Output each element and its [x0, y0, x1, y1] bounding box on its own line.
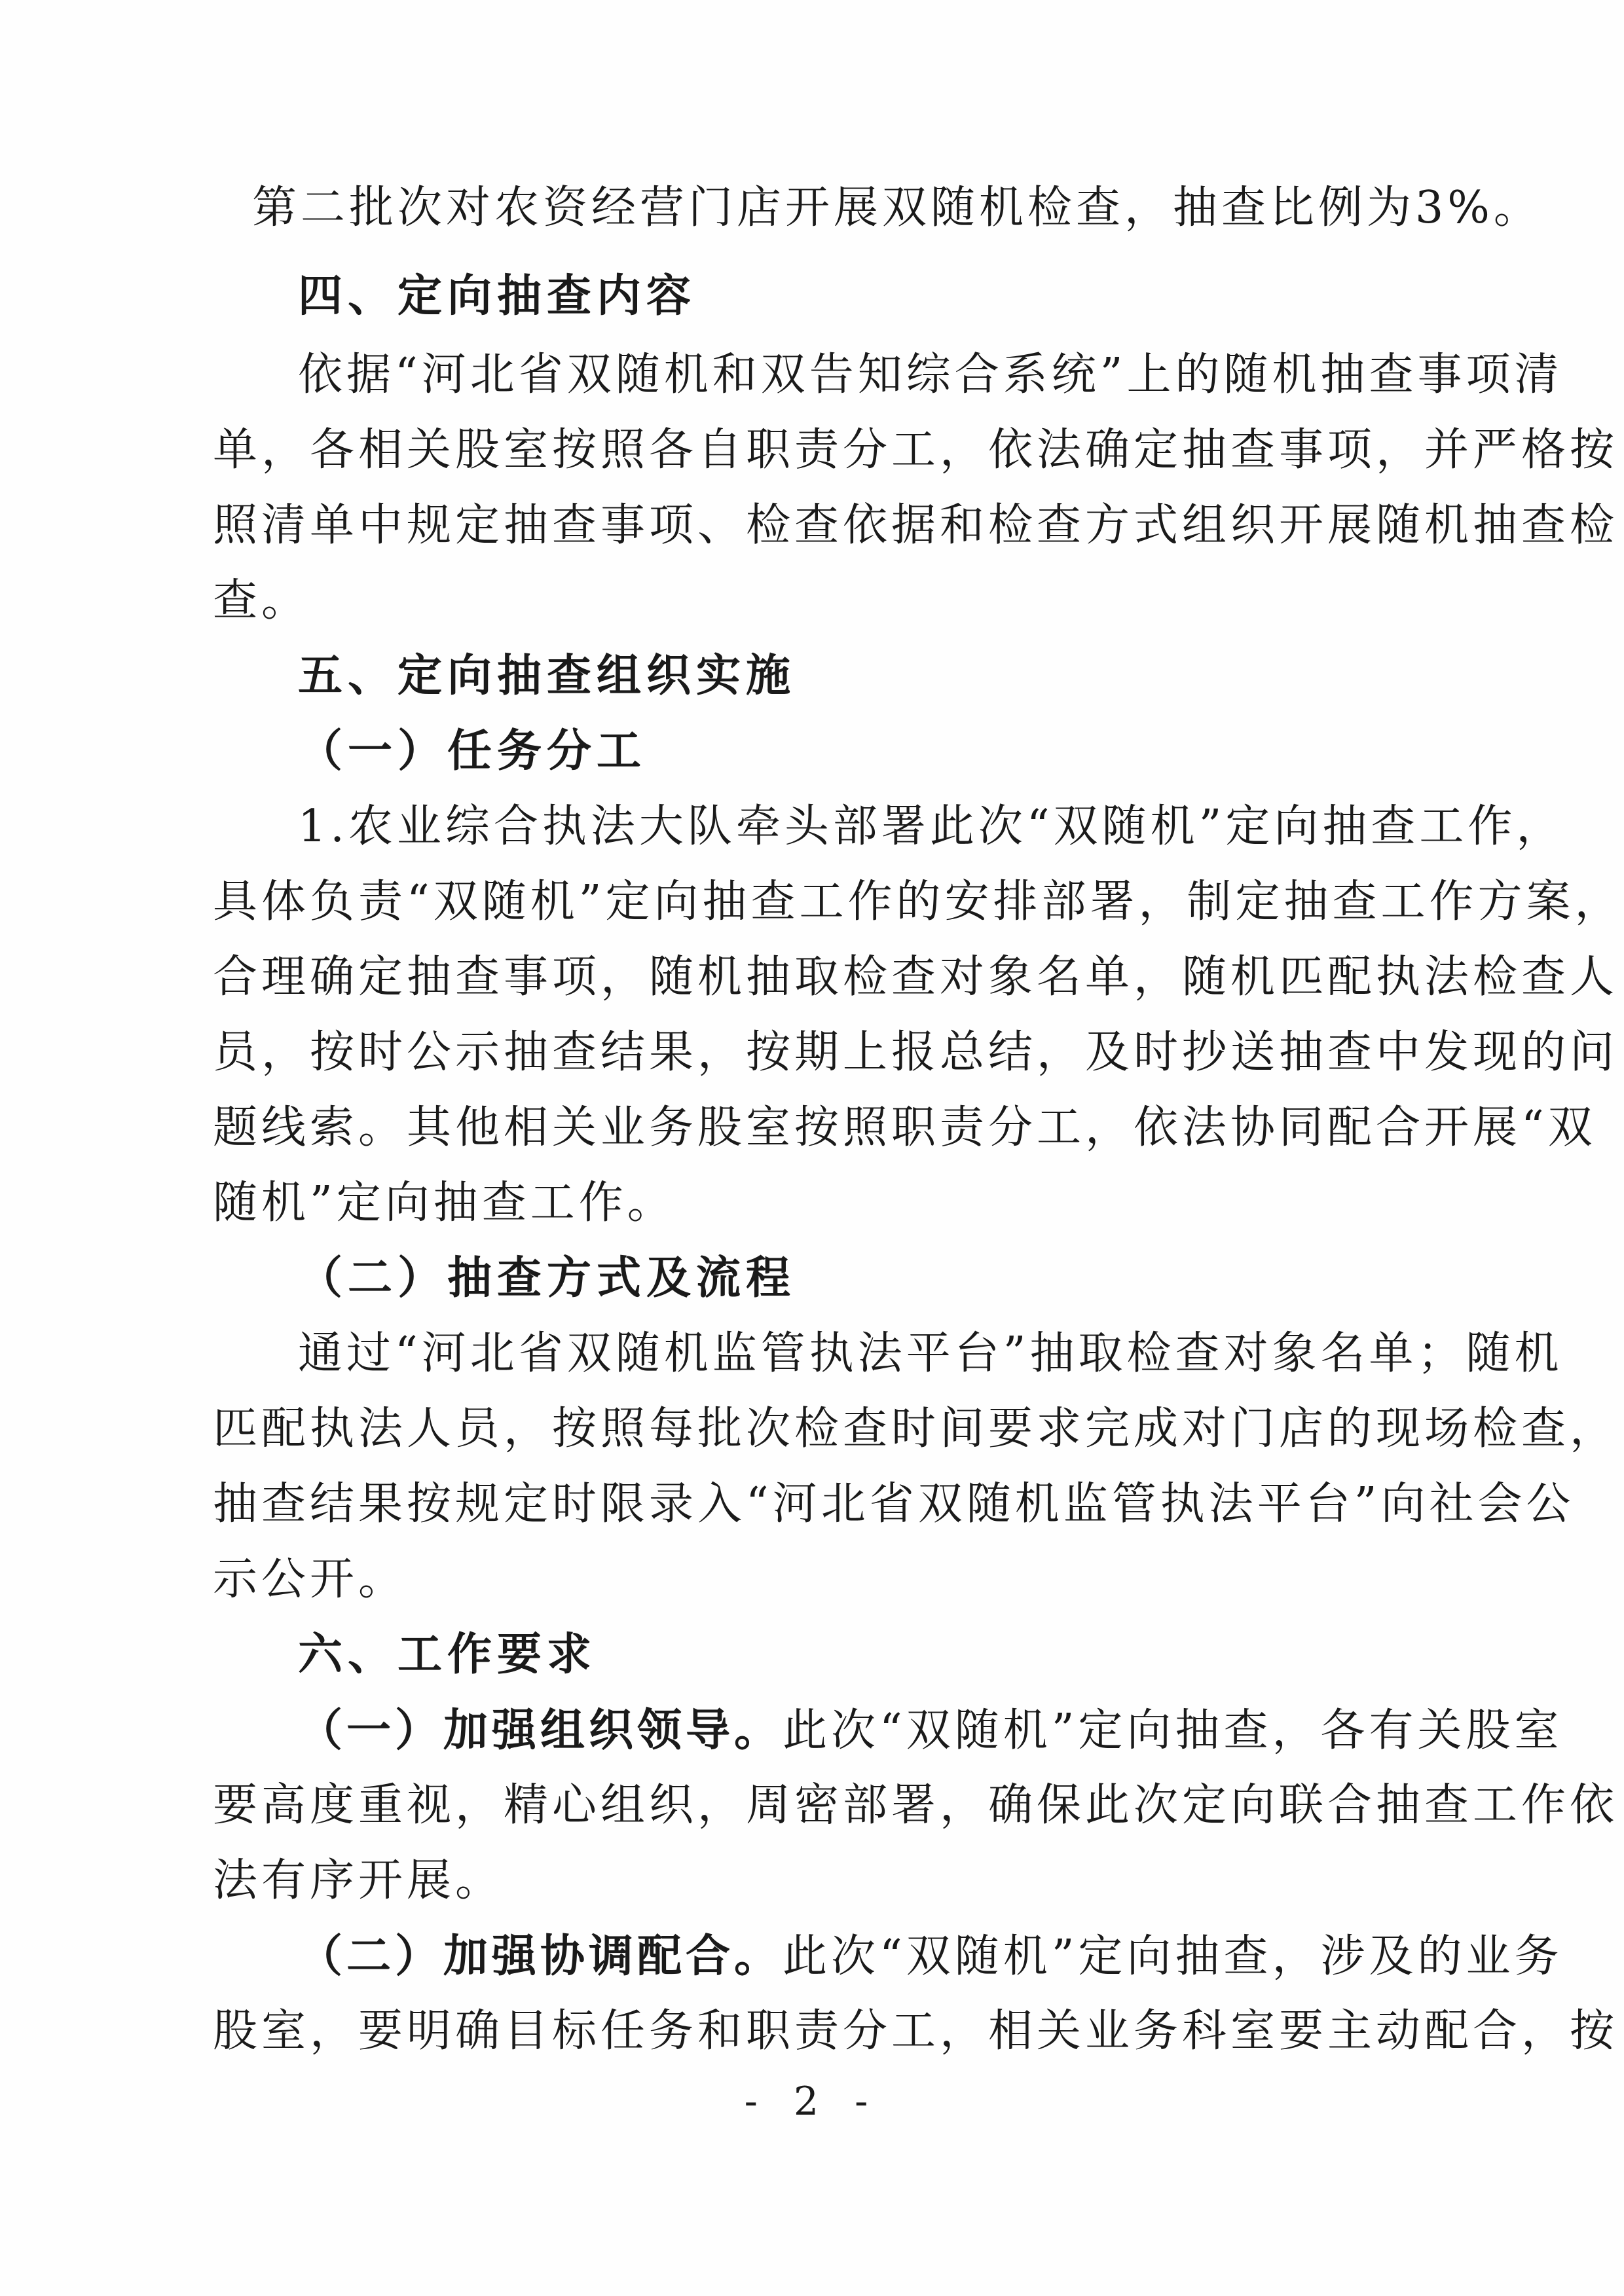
paragraph-line: 查。	[213, 575, 310, 627]
paragraph-line: 1.农业综合执法大队牵头部署此次“双随机”定向抽查工作，	[298, 801, 1565, 852]
paragraph-line-with-lead	[298, 1925, 1624, 1988]
paragraph-line: 单，各相关股室按照各自职责分工，依法确定抽查事项，并严格按	[213, 424, 1619, 476]
paragraph-line: 员，按时公示抽查结果，按期上报总结，及时抄送抽查中发现的问	[213, 1027, 1619, 1078]
lead-heading-organization: （一）加强组织领导。	[298, 1704, 783, 1757]
paragraph-line: 抽查结果按规定时限录入“河北省双随机监管执法平台”向社会公	[213, 1478, 1575, 1530]
paragraph-line: 照清单中规定抽查事项、检查依据和检查方式组织开展随机抽查检	[213, 500, 1619, 551]
paragraph-line: 通过“河北省双随机监管执法平台”抽取检查对象名单；随机	[298, 1328, 1563, 1379]
lead-heading-coordination: （二）加强协调配合。	[298, 1930, 783, 1982]
paragraph-line: 随机”定向抽查工作。	[213, 1177, 676, 1229]
section-heading-5: 五、定向抽查组织实施	[298, 650, 796, 702]
paragraph-line: 第二批次对农资经营门店开展双随机检查，抽查比例为3%。	[252, 182, 1542, 234]
page-number: - 2 -	[744, 2079, 880, 2124]
section-heading-6: 六、工作要求	[298, 1629, 597, 1681]
paragraph-line: 要高度重视，精心组织，周密部署，确保此次定向联合抽查工作依	[213, 1779, 1619, 1831]
paragraph-line: 依据“河北省双随机和双告知综合系统”上的随机抽查事项清	[298, 349, 1563, 401]
paragraph-line: 示公开。	[213, 1554, 407, 1605]
paragraph-line: 匹配执法人员，按照每批次检查时间要求完成对门店的现场检查，	[213, 1403, 1619, 1455]
section-heading-4: 四、定向抽查内容	[298, 270, 697, 322]
paragraph-line: 具体负责“双随机”定向抽查工作的安排部署，制定抽查工作方案，	[213, 876, 1623, 928]
subsection-heading-method: （二）抽查方式及流程	[298, 1252, 796, 1304]
paragraph-line-with-lead	[298, 1699, 1624, 1762]
paragraph-line: 合理确定抽查事项，随机抽取检查对象名单，随机匹配执法检查人	[213, 951, 1619, 1003]
lead-body: 此次“双随机”定向抽查，各有关股室	[783, 1705, 1563, 1757]
paragraph-line: 法有序开展。	[213, 1855, 504, 1906]
subsection-heading-task-division: （一）任务分工	[298, 725, 647, 777]
lead-body: 此次“双随机”定向抽查，涉及的业务	[783, 1931, 1563, 1982]
paragraph-line: 股室，要明确目标任务和职责分工，相关业务科室要主动配合，按	[213, 2005, 1619, 2057]
paragraph-line: 题线索。其他相关业务股室按照职责分工，依法协同配合开展“双	[213, 1102, 1596, 1154]
